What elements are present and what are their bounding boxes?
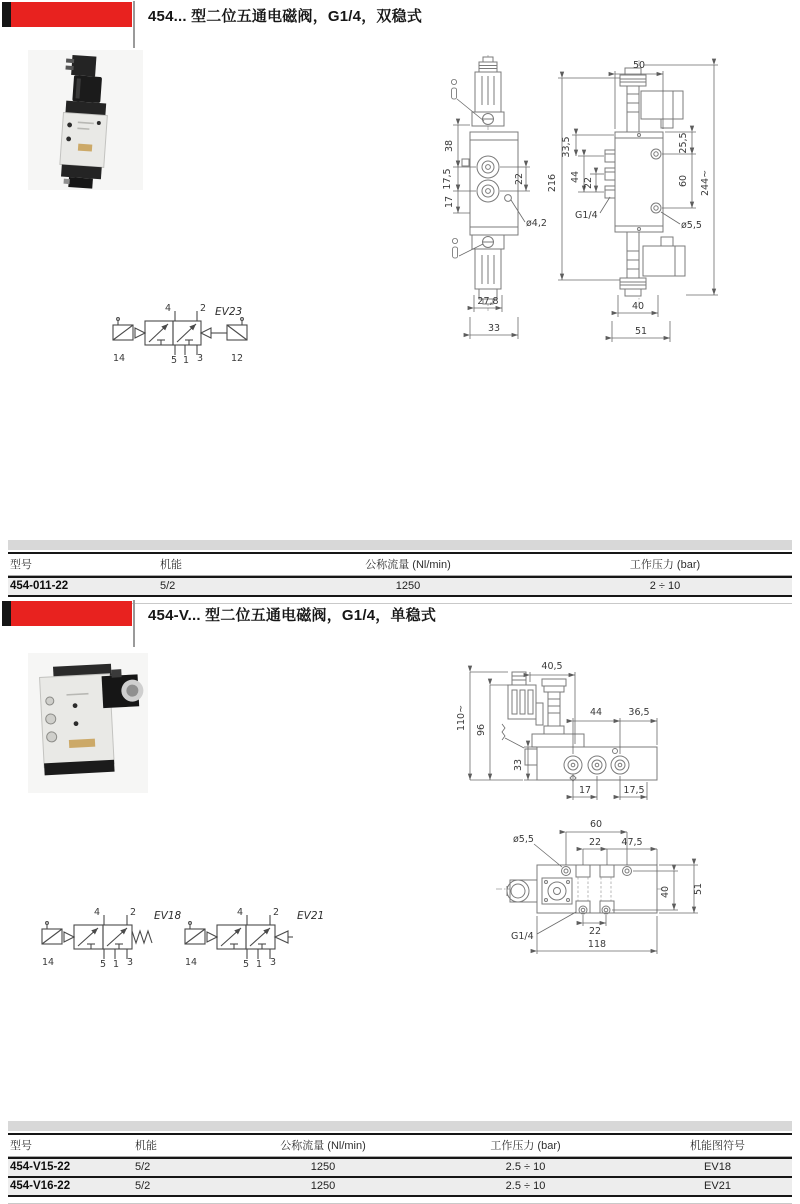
dim-label: 38 [444,139,455,153]
dim-label: 51 [634,326,648,337]
dim-label: 44 [589,707,603,718]
dim-label: 40 [660,885,671,899]
dim-label: ø5,5 [681,220,702,231]
table-row [8,1157,792,1176]
dim-label: 17 [444,195,455,209]
port-label: 3 [126,957,134,968]
cell-symbol: EV18 [704,1161,731,1173]
mono-side-geometry [502,672,657,781]
col-header-pressure: 工作压力 (bar) [490,1140,561,1152]
header-red-bar [11,601,132,626]
dim-label: 22 [588,837,602,848]
dim-label: ø5,5 [513,834,534,845]
dim-label: 33 [487,323,501,334]
technical-drawing-mono-side [458,648,698,813]
port-label: 1 [112,959,120,970]
cell-symbol: EV21 [704,1180,731,1192]
port-label: 5 [170,355,178,366]
header-divider-line [133,1,135,48]
port-label: 1 [182,355,190,366]
section2-title: 454-V... 型二位五通电磁阀，G1/4，单稳式 [148,607,437,624]
cell-pressure: 2.5 ÷ 10 [505,1180,546,1192]
dim-label: 60 [589,819,603,830]
cell-function: 5/2 [135,1180,151,1192]
port-label: 2 [200,303,207,314]
col-header-symbol: 机能图符号 [690,1140,745,1152]
port-label: 14 [41,957,55,968]
dim-label: 27,8 [477,296,499,307]
dim-label: 40,5 [541,661,563,672]
technical-drawing-mono-top [488,816,728,981]
dim-label: 51 [693,882,704,896]
table-top-bar [8,1121,792,1131]
port-label: 12 [230,353,244,364]
port-label: 14 [112,353,126,364]
port-label: 14 [184,957,198,968]
dim-label: 33 [513,758,524,772]
dim-label: 17 [578,785,592,796]
port-label: 4 [93,907,100,918]
cell-model: 454-V16-22 [10,1180,71,1192]
dim-label: 40 [631,301,645,312]
cell-model: 454-011-22 [10,580,69,592]
port-label: 5 [242,959,250,970]
dim-label: ø4,2 [526,218,547,229]
table-row [8,1176,792,1195]
col-header-flow: 公称流量 (Nl/min) [280,1140,366,1152]
cell-model: 454-V15-22 [10,1161,71,1173]
dim-label: 47,5 [621,837,643,848]
cell-flow: 1250 [395,580,421,592]
side-view-geometry [605,60,685,305]
dim-label: 44 [570,170,581,184]
dim-label: 36,5 [628,707,650,718]
cell-flow: 1250 [310,1161,336,1173]
header-red-bar [11,2,132,27]
cell-pressure: 2.5 ÷ 10 [505,1161,546,1173]
pneumatic-symbol-ev18 [32,905,192,970]
section2-header [0,601,800,651]
symbol-code: EV18 [154,910,182,922]
col-header-function: 机能 [135,1140,157,1152]
port-label: 1 [255,959,263,970]
dim-label: 25,5 [678,132,689,154]
table-header-row [8,552,792,576]
product-photo-valve-bistable [28,50,143,190]
spec-table-monostable [8,1121,792,1204]
symbol-code: EV21 [297,910,325,922]
table-top-bar [8,540,792,550]
col-header-model: 型号 [10,1140,32,1152]
section1-header [0,2,800,52]
header-black-tab [2,2,11,27]
cell-function: 5/2 [135,1161,151,1173]
dim-label: 22 [583,176,594,190]
cell-flow: 1250 [310,1180,336,1192]
dim-label: 22 [588,926,602,937]
dim-label: 22 [514,172,525,186]
col-header-model: 型号 [10,559,32,571]
dim-label: 17,5 [623,785,645,796]
pneumatic-symbol-ev23 [105,303,255,365]
port-label: 2 [130,907,137,918]
symbol-code: EV23 [215,306,243,318]
port-label: 4 [236,907,243,918]
port-label: 3 [196,353,204,364]
col-header-flow: 公称流量 (Nl/min) [365,559,451,571]
mono-top-geometry [496,865,666,914]
section1-title: 454... 型二位五通电磁阀，G1/4，双稳式 [148,8,423,25]
port-label: 2 [273,907,280,918]
dim-label: 118 [587,939,607,950]
table-header-row [8,1133,792,1157]
dim-label: 216 [547,173,558,193]
dim-label: 60 [678,174,689,188]
spec-table-bistable [8,540,792,604]
port-label: G1/4 [511,931,534,942]
front-view-geometry [451,55,518,311]
header-black-tab [2,601,11,626]
cell-function: 5/2 [160,580,176,592]
col-header-pressure: 工作压力 (bar) [629,559,701,571]
dim-label: 96 [476,723,487,737]
port-label: 5 [99,959,107,970]
dim-label: 50 [632,60,646,71]
table-row [8,576,792,595]
header-divider-line [133,600,135,647]
product-photo-valve-monostable [28,653,148,793]
technical-drawing-bistable [428,55,800,355]
cell-pressure: 2 ÷ 10 [649,580,681,592]
dim-label: 33,5 [561,136,572,158]
pneumatic-symbol-ev21 [175,905,335,970]
port-label: 3 [269,957,277,968]
dim-label: 110~ [456,704,467,732]
dim-label: 17,5 [442,168,453,190]
port-label: 4 [164,303,171,314]
col-header-function: 机能 [160,559,182,571]
dim-label: 244~ [700,169,711,197]
port-label: G1/4 [575,210,598,221]
